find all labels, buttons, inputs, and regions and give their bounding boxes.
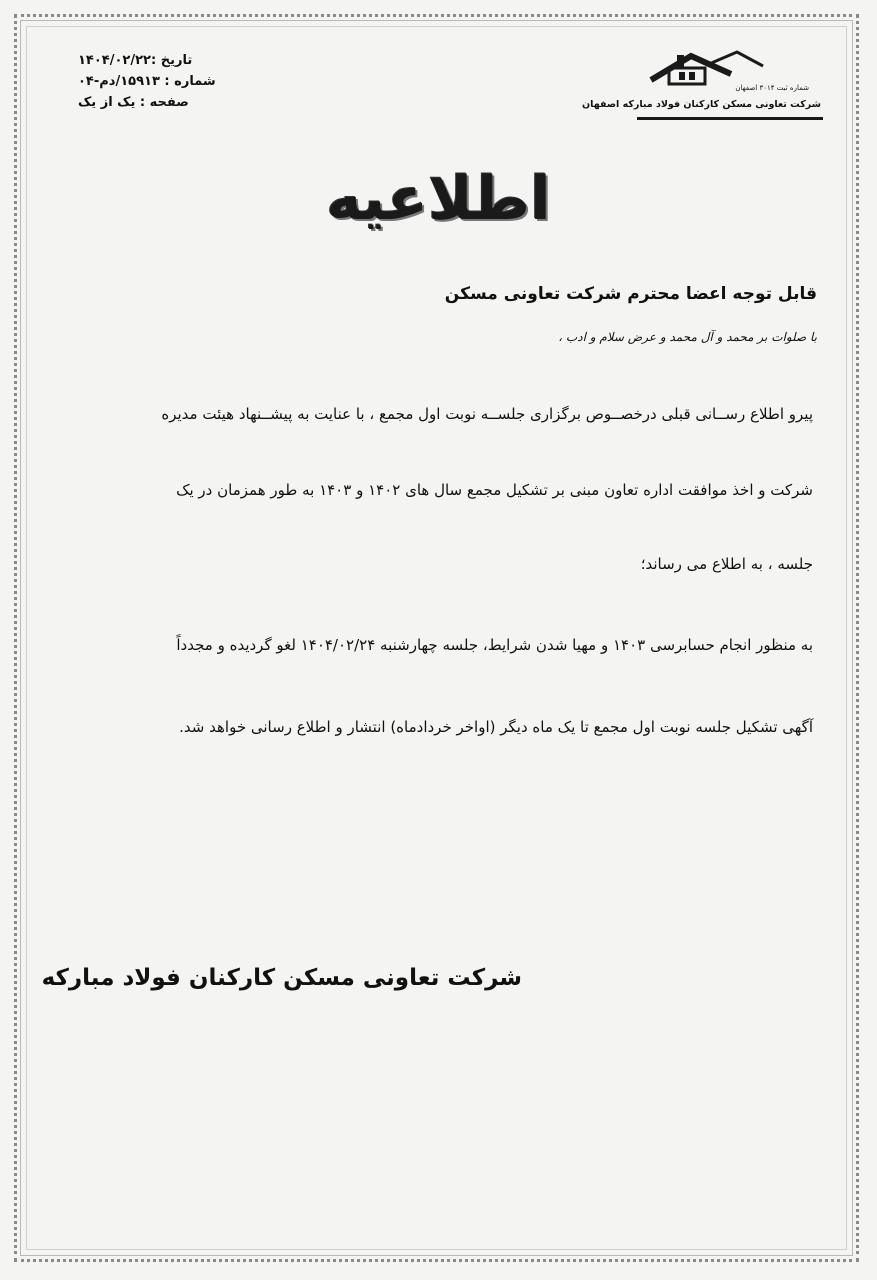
- greeting: با صلوات بر محمد و آل محمد و عرض سلام و ادب ،: [558, 330, 817, 344]
- document-date: تاریخ :۱۴۰۴/۰۲/۲۲: [78, 53, 193, 68]
- signature: شرکت تعاونی مسکن کارکنان فولاد مبارکه: [41, 965, 522, 991]
- document-page: صفحه : یک از یک: [78, 95, 189, 110]
- body-line: پیرو اطلاع رســانی قبلی درخصــوص برگزاری جلســه نوبت اول مجمع ، با عنایت به پیشــنهاد هیئت مدیره: [161, 405, 813, 423]
- logo-company-name: شرکت تعاونی مسکن کارکنان فولاد مبارکه اصفهان: [582, 99, 821, 110]
- body-line: به منظور انجام حسابرسی ۱۴۰۳ و مهیا شدن شرایط، جلسه چهارشنبه ۱۴۰۴/۰۲/۲۴ لغو گردیده و مجدداً: [176, 636, 813, 654]
- notice-title: اطلاعیه: [326, 164, 551, 234]
- company-logo: [582, 50, 825, 130]
- logo-underline: [637, 117, 823, 120]
- body-line: آگهی تشکیل جلسه نوبت اول مجمع تا یک ماه دیگر (اواخر خردادماه) انتشار و اطلاع رسانی خواهد شد.: [179, 718, 813, 736]
- document-meta: [78, 50, 298, 113]
- logo-registration: شماره ثبت ۳۰۱۴ اصفهان: [735, 84, 809, 92]
- document-number: شماره : ۱۵۹۱۳/دم-۰۴: [78, 74, 216, 89]
- body-line: شرکت و اخذ موافقت اداره تعاون مبنی بر تشکیل مجمع سال های ۱۴۰۲ و ۱۴۰۳ به طور همزمان در یک: [176, 481, 813, 499]
- body-line: جلسه ، به اطلاع می رساند؛: [640, 555, 813, 573]
- addressee: قابل توجه اعضا محترم شرکت تعاونی مسکن: [444, 284, 817, 304]
